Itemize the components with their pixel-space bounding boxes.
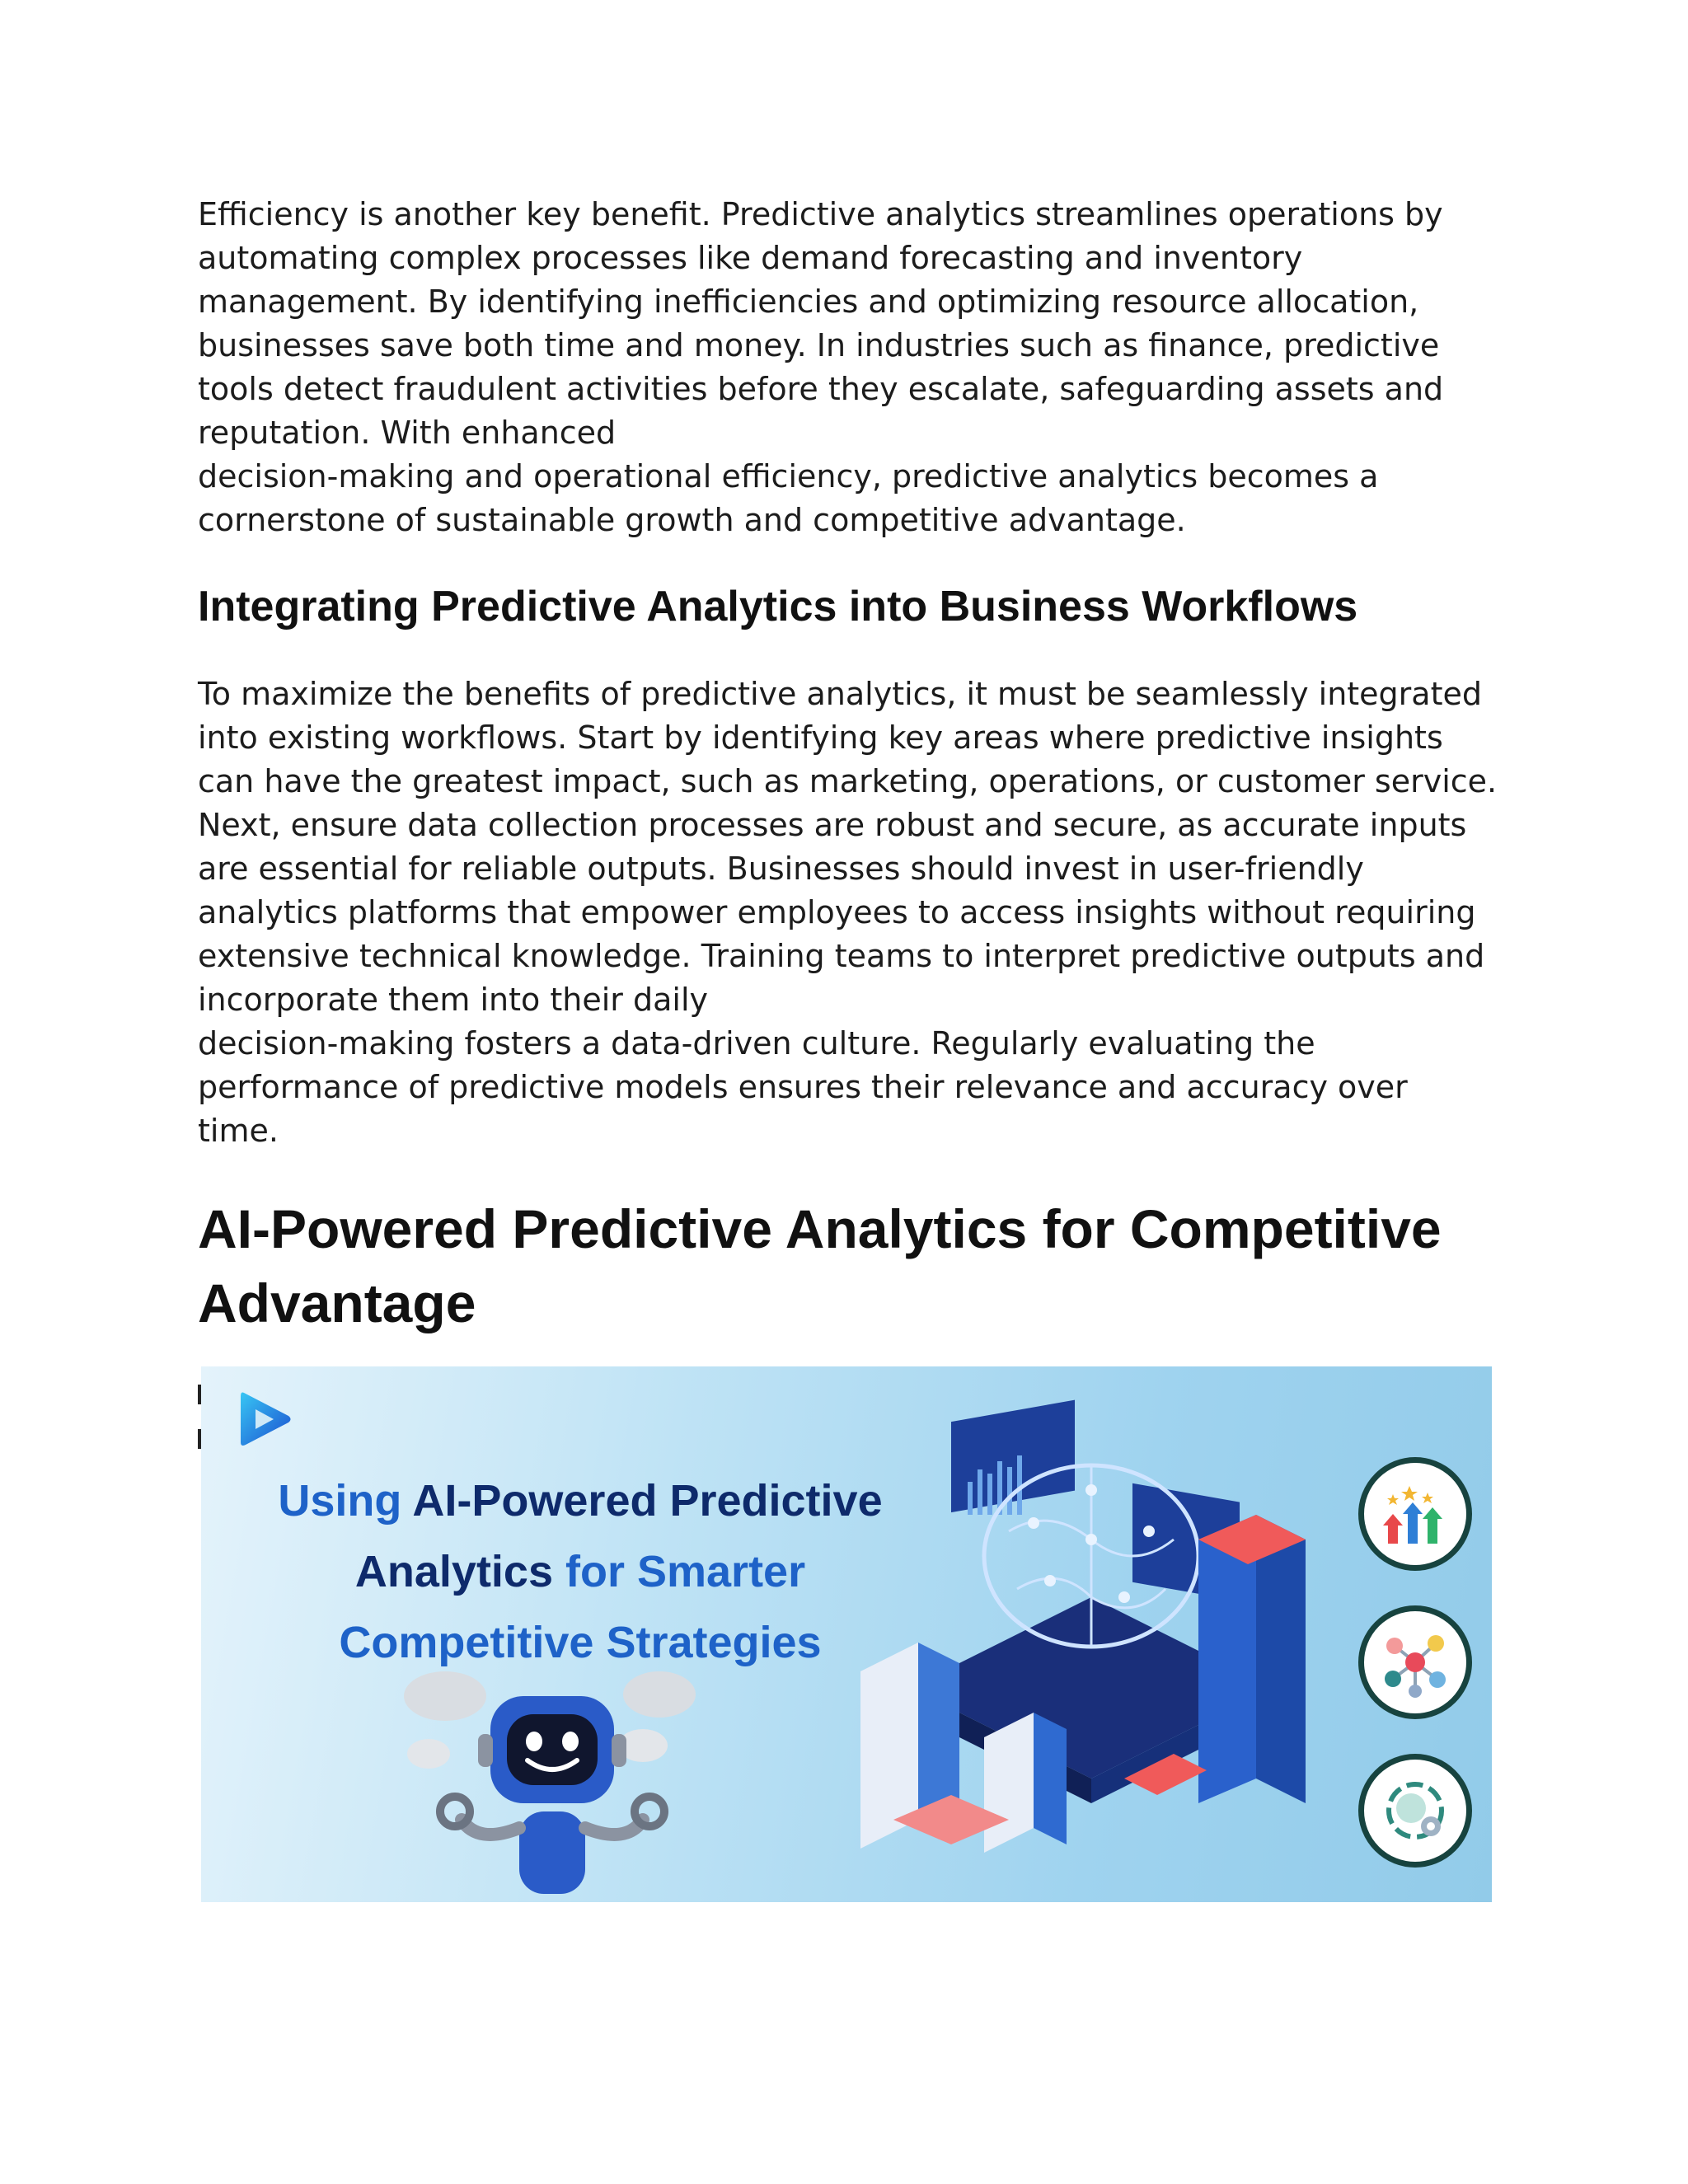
text-line: decision-making and operational efficiency, predictive analytics becomes a: [198, 458, 1379, 494]
text-line: Efficiency is another key benefit. Predictive analytics streamlines operations by: [198, 196, 1443, 232]
network-nodes-glyph: [1378, 1625, 1452, 1699]
ai-gear-glyph: [1378, 1774, 1452, 1848]
ai-gear-icon: [1358, 1754, 1472, 1868]
text-line: time.: [198, 1113, 279, 1149]
banner-title: [226, 1465, 935, 1678]
text-line: cornerstone of sustainable growth and competitive advantage.: [198, 502, 1186, 538]
banner-title-line: Competitive Strategies: [339, 1618, 822, 1667]
text-line: tools detect fraudulent activities before they escalate, safeguarding assets and: [198, 371, 1444, 407]
text-line: performance of predictive models ensures their relevance and accuracy over: [198, 1069, 1408, 1105]
text-line: analytics platforms that empower employees to access insights without requiring: [198, 894, 1476, 930]
banner-title-part: for Smarter: [565, 1547, 806, 1596]
banner-title-line: [226, 1536, 935, 1607]
growth-arrows-glyph: [1378, 1481, 1452, 1547]
text-line: automating complex processes like demand forecasting and inventory: [198, 240, 1303, 276]
banner-title-part: AI-Powered Predictive: [412, 1476, 883, 1526]
network-nodes-icon: [1358, 1605, 1472, 1719]
banner-title-part: Using: [278, 1476, 413, 1526]
paragraph-efficiency: [198, 193, 1443, 542]
banner-title-part: Analytics: [354, 1547, 565, 1596]
growth-arrows-icon: [1358, 1457, 1472, 1571]
play-logo-icon: [237, 1388, 293, 1451]
main-heading: [198, 1192, 1442, 1340]
text-line: incorporate them into their daily: [198, 982, 709, 1018]
robot-illustration: [396, 1655, 709, 1902]
smart-city-ai-brain-illustration: [844, 1391, 1339, 1886]
text-line: To maximize the benefits of predictive analytics, it must be seamlessly integrated: [198, 676, 1482, 712]
text-line: into existing workflows. Start by identifying key areas where predictive insights: [198, 719, 1443, 756]
text-line: management. By identifying inefficiencies and optimizing resource allocation,: [198, 284, 1419, 320]
text-line: businesses save both time and money. In industries such as finance, predictive: [198, 327, 1440, 363]
text-line: decision-making fosters a data-driven culture. Regularly evaluating the: [198, 1025, 1315, 1062]
paragraph-integration: [198, 673, 1497, 1153]
text-line: are essential for reliable outputs. Businesses should invest in user-friendly: [198, 851, 1364, 887]
banner-image: [201, 1366, 1492, 1902]
text-line: extensive technical knowledge. Training teams to interpret predictive outputs and: [198, 938, 1485, 974]
section-heading: Integrating Predictive Analytics into Business Workflows: [198, 583, 1358, 630]
text-line: Next, ensure data collection processes are robust and secure, as accurate inputs: [198, 807, 1467, 843]
text-line: reputation. With enhanced: [198, 415, 617, 451]
heading-line: AI-Powered Predictive Analytics for Competitive: [198, 1198, 1442, 1259]
text-line: can have the greatest impact, such as marketing, operations, or customer service.: [198, 763, 1498, 799]
heading-line: Advantage: [198, 1272, 476, 1333]
banner-title-line: [226, 1465, 935, 1536]
